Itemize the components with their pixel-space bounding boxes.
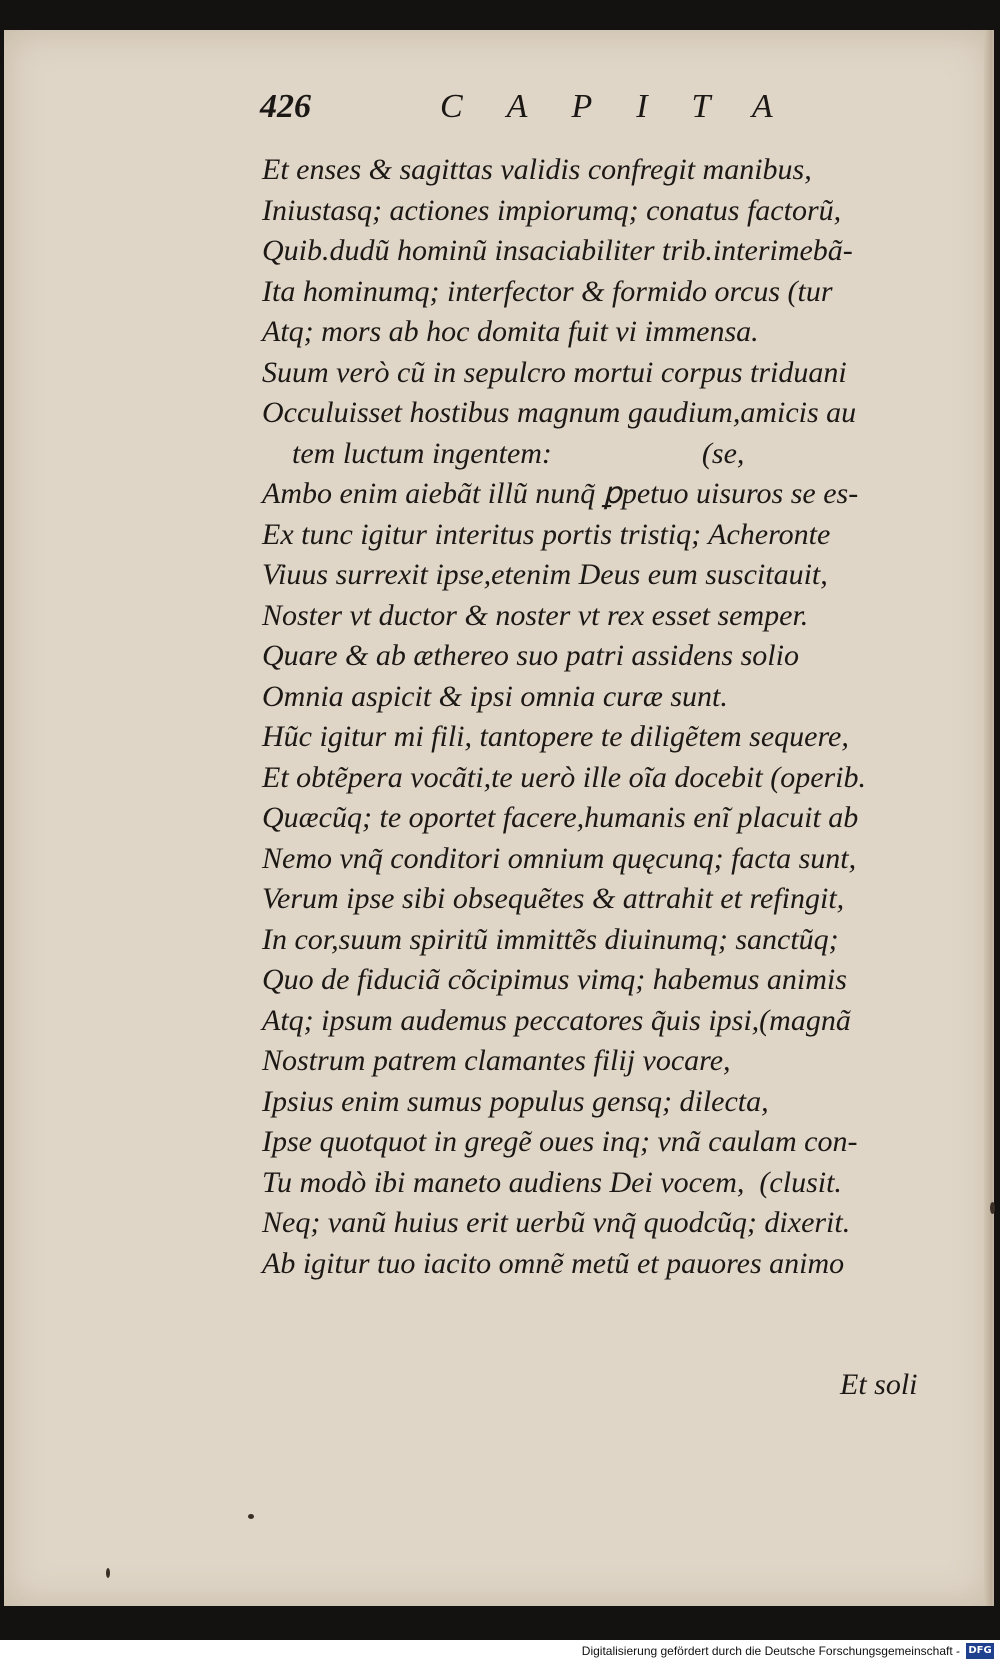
verse-line: In cor,suum spiritũ immittẽs diuinumq; sanctũq; (262, 922, 839, 956)
verse-line: Et enses & sagittas validis confregit manibus, (262, 153, 812, 186)
verse-line: Occuluisset hostibus magnum gaudium,amicis au (262, 396, 857, 429)
verse-line: Ab igitur tuo iacito omnẽ metũ et pauores animo (262, 1246, 845, 1280)
verse-line: Quæcũq; te oportet facere,humanis enĩ placuit ab (262, 801, 859, 834)
funding-credit: Digitalisierung gefördert durch die Deutsche Forschungsgemeinschaft - (581, 1644, 960, 1658)
verse-line: Noster vt ductor & noster vt rex esset semper. (262, 598, 809, 632)
verse-line: Iniustasq; actiones impiorumq; conatus factorũ, (262, 193, 842, 227)
verse-line: Viuus surrexit ipse,etenim Deus eum suscitauit, (262, 558, 828, 591)
verse-line: Ipsius enim sumus populus gensq; dilecta, (262, 1084, 769, 1118)
page-number: 426 (260, 88, 311, 125)
verse-line: tem luctum ingentem: (se, (262, 436, 745, 470)
catchword: Et soli (840, 1368, 918, 1401)
ink-spot (106, 1568, 110, 1578)
verse-line: Verum ipse sibi obsequẽtes & attrahit et refingit, (262, 882, 845, 915)
verse-line: Atq; mors ab hoc domita fuit vi immensa. (262, 315, 759, 348)
page-edge (984, 30, 992, 1606)
footer-bar (0, 1640, 1000, 1664)
verse-line: Nemo vnq̃ conditori omnium quęcunq; facta sunt, (262, 841, 857, 875)
running-head: CAPITA (440, 88, 817, 125)
verse-line: Ambo enim aiebãt illũ nunq̃ ꝑpetuo uisuros se es- (262, 477, 859, 510)
verse-line: Tu modò ibi maneto audiens Dei vocem, (clusit. (262, 1165, 842, 1199)
verse-line: Quib.dudũ hominũ insaciabiliter trib.interimebã- (262, 234, 853, 267)
verse-line: Et obtẽpera vocãti,te uerò ille oĩa docebit (operib. (262, 760, 867, 794)
dfg-logo: DFG (966, 1643, 994, 1659)
verse-line: Quo de fiduciã cõcipimus vimq; habemus animis (262, 963, 847, 996)
verse-line: Atq; ipsum audemus peccatores q̃uis ipsi,(magnã (262, 1003, 851, 1037)
verse-line: Neq; vanũ huius erit uerbũ vnq̃ quodcũq; dixerit. (262, 1206, 851, 1239)
verse-line: Ex tunc igitur interitus portis tristiq; Acheronte (262, 517, 831, 551)
verse-line: Ita hominumq; interfector & formido orcus (tur (262, 274, 833, 308)
verse-line: Nostrum patrem clamantes filij vocare, (262, 1044, 731, 1077)
verse-text (262, 150, 962, 1284)
ink-spot (248, 1514, 254, 1519)
verse-line: Hũc igitur mi fili, tantopere te diligẽtem sequere, (262, 720, 849, 753)
verse-line: Quare & ab æthereo suo patri assidens solio (262, 639, 799, 672)
page-header (260, 88, 950, 140)
verse-line: Omnia aspicit & ipsi omnia curæ sunt. (262, 679, 728, 713)
verse-line: Ipse quotquot in gregẽ oues inq; vnã caulam con- (262, 1125, 858, 1158)
ink-spot (990, 1202, 995, 1214)
verse-line: Suum verò cũ in sepulcro mortui corpus triduani (262, 355, 847, 389)
